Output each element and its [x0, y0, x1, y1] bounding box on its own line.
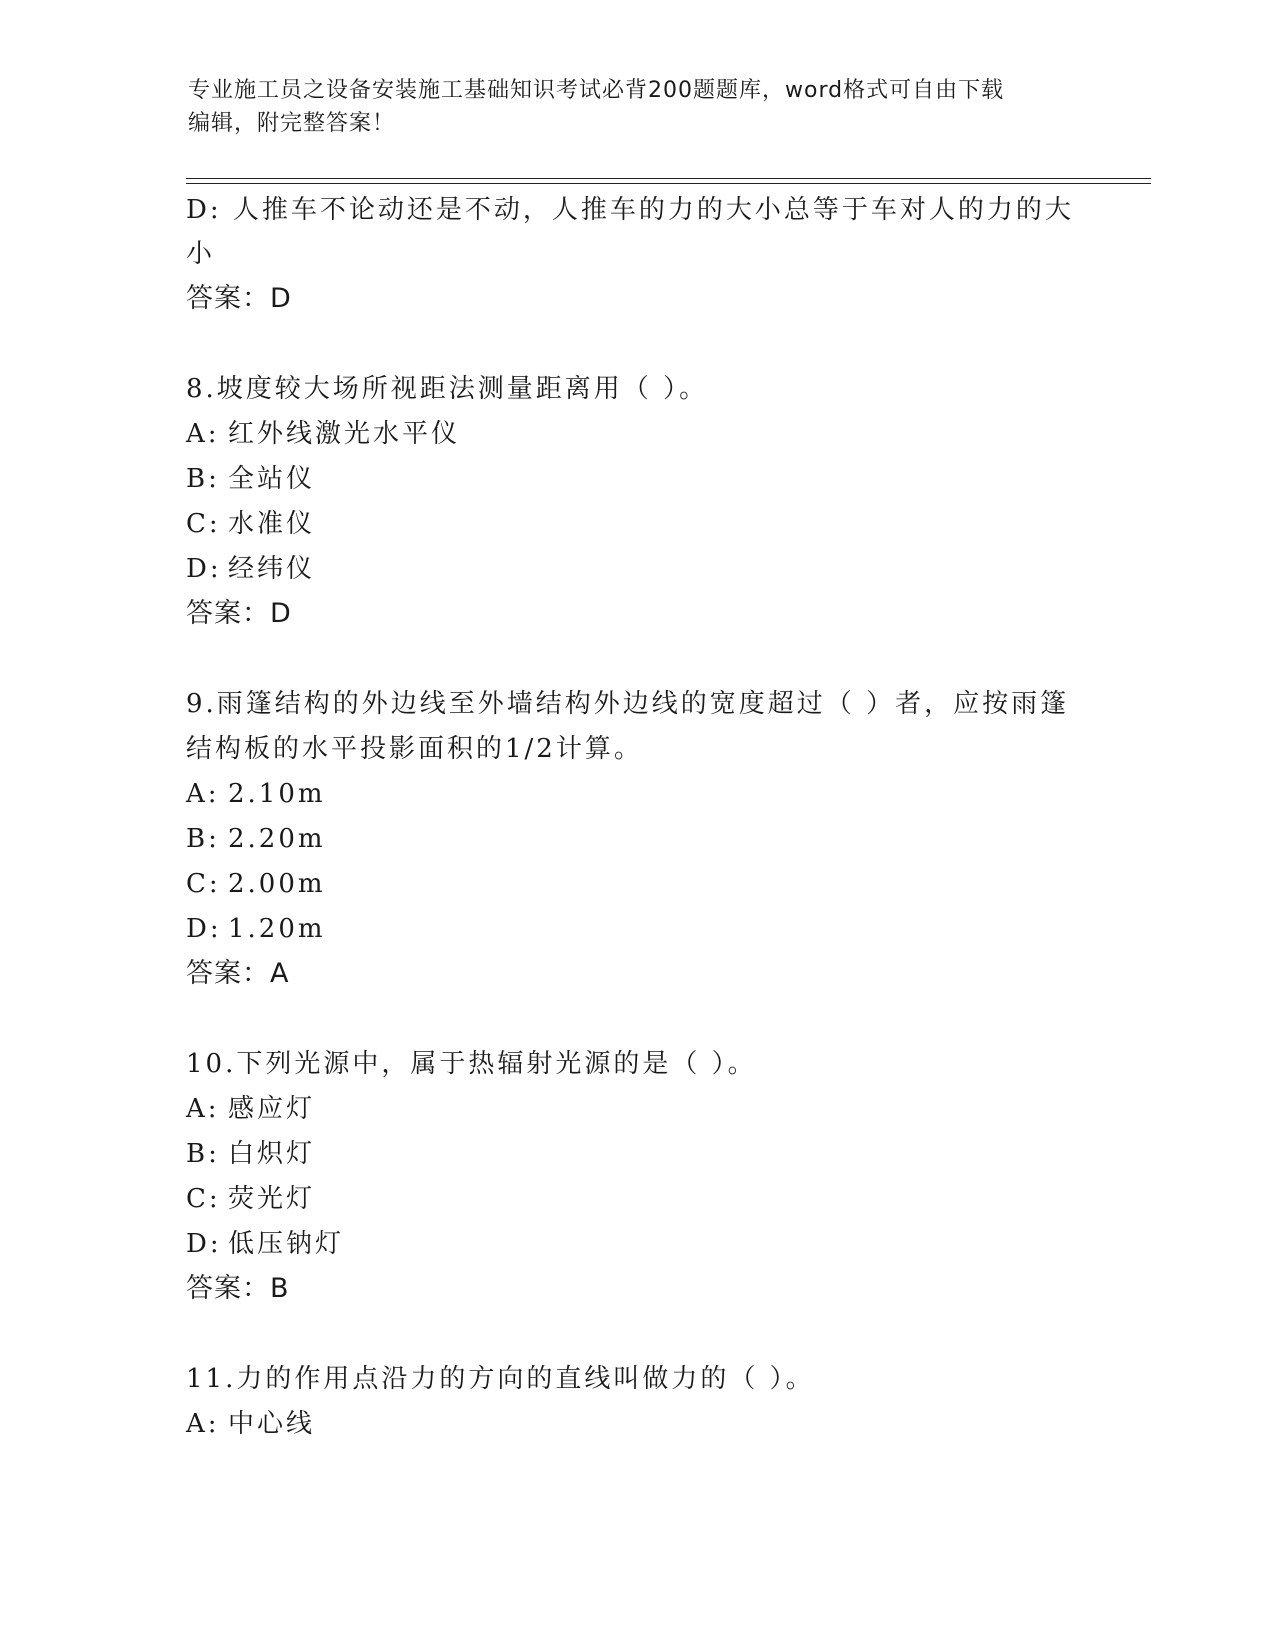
header-rule-bottom: [186, 183, 1151, 184]
option-text: 2.00m: [228, 869, 326, 899]
option-label: A:: [186, 779, 220, 809]
q8-option-c: [186, 504, 315, 544]
option-label: B:: [186, 1139, 220, 1169]
option-text: 2.20m: [228, 824, 326, 854]
q8-option-d: [186, 549, 315, 589]
option-label: B:: [186, 464, 220, 494]
option-label: A:: [186, 1409, 220, 1439]
option-label: C:: [186, 1184, 221, 1214]
option-label: C:: [186, 869, 221, 899]
q9-stem-line-1: 9.雨篷结构的外边线至外墙结构外边线的宽度超过（ ）者，应按雨篷: [186, 689, 1070, 719]
option-label: B:: [186, 824, 220, 854]
q9-answer: 答案：A: [186, 958, 290, 989]
option-label: A:: [186, 419, 220, 449]
q10-option-b: [186, 1134, 315, 1174]
option-label: A:: [186, 1094, 220, 1124]
prev-option-d-line-2: 小: [186, 239, 216, 269]
option-label: D:: [186, 554, 222, 584]
q9-option-a: [186, 774, 326, 814]
q8-answer: 答案：D: [186, 598, 292, 629]
q10-option-c: [186, 1179, 315, 1219]
q8-option-b: [186, 459, 315, 499]
option-text: 经纬仪: [228, 554, 316, 584]
option-text: 水准仪: [228, 509, 316, 539]
option-text: 中心线: [228, 1409, 316, 1439]
q10-answer: 答案：B: [186, 1273, 290, 1304]
option-text: 红外线激光水平仪: [228, 419, 461, 449]
q8-option-a: [186, 414, 460, 454]
q9-option-c: [186, 864, 326, 904]
prev-answer: 答案：D: [186, 283, 292, 314]
header-title-line-1: 专业施工员之设备安装施工基础知识考试必背200题题库，word格式可自由下载: [188, 78, 1005, 103]
option-label: C:: [186, 509, 221, 539]
q10-option-d: [186, 1224, 344, 1264]
document-header: [188, 74, 1088, 140]
q9-stem-line-2: 结构板的水平投影面积的1/2计算。: [186, 734, 643, 764]
header-title-line-2: 编辑，附完整答案！: [188, 111, 396, 136]
option-text: 1.20m: [228, 914, 326, 944]
q9-option-d: [186, 909, 326, 949]
q11-stem: 11.力的作用点沿力的方向的直线叫做力的（ ）。: [186, 1364, 815, 1394]
q10-stem: 10.下列光源中，属于热辐射光源的是（ ）。: [186, 1049, 757, 1079]
prev-option-d-line-1: D: 人推车不论动还是不动，人推车的力的大小总等于车对人的力的大: [186, 195, 1074, 225]
option-text: 低压钠灯: [228, 1229, 345, 1259]
option-text: 2.10m: [228, 779, 326, 809]
option-label: D:: [186, 914, 222, 944]
option-text: 荧光灯: [228, 1184, 316, 1214]
option-text: 感应灯: [228, 1094, 316, 1124]
q9-option-b: [186, 819, 326, 859]
option-text: 全站仪: [228, 464, 316, 494]
q8-stem: 8.坡度较大场所视距法测量距离用（ ）。: [186, 374, 709, 404]
q10-option-a: [186, 1089, 315, 1129]
q11-option-a: [186, 1404, 315, 1444]
option-label: D:: [186, 1229, 222, 1259]
option-text: 白炽灯: [228, 1139, 316, 1169]
header-rule-top: [186, 178, 1151, 179]
